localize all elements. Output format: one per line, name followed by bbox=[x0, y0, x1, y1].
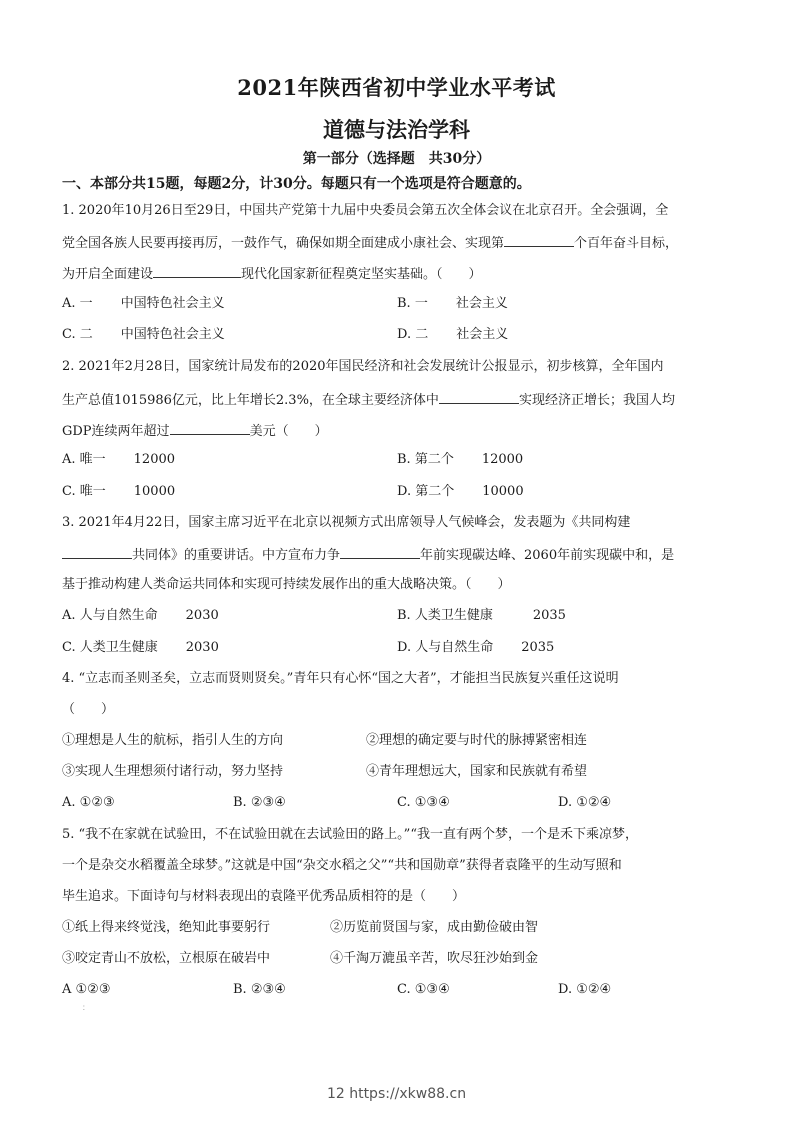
statement-3: ③实现人生理想须付诸行动，努力坚持 bbox=[62, 764, 284, 779]
statement-1: ①理想是人生的航标，指引人生的方向 bbox=[62, 733, 284, 748]
option-a[interactable]: A. 一 中国特色社会主义 bbox=[62, 296, 225, 311]
question-text: 基于推动构建人类命运共同体和实现可持续发展作出的重大战略决策。（ ） bbox=[62, 577, 511, 592]
answer-blank bbox=[62, 546, 132, 559]
question-text: 为开启全面建设 现代化国家新征程奠定坚实基础。（ ） bbox=[62, 267, 482, 282]
option-c[interactable]: C. 唯一 10000 bbox=[62, 484, 176, 499]
question-text: 一个是杂交水稻覆盖全球梦。”这就是中国“杂交水稻之父”“共和国勋章”获得者袁隆平的生动写照和 bbox=[62, 858, 622, 873]
option-a[interactable]: A. ①②③ bbox=[62, 795, 115, 810]
question-text: 共同体》的重要讲话。中方宣布力争 年前实现碳达峰、2060年前实现碳中和，是 bbox=[62, 546, 674, 564]
question-text: （ ） bbox=[62, 702, 115, 717]
statement-2: ②历览前贤国与家，成由勤俭破由智 bbox=[330, 920, 539, 935]
question-text: 2. 2021年2月28日，国家统计局发布的2020年国民经济和社会发展统计公报显示，初步核算，全年国内 bbox=[62, 359, 664, 374]
option-d[interactable]: D. ①②④ bbox=[558, 795, 612, 810]
option-b[interactable]: B. ②③④ bbox=[233, 795, 286, 810]
option-a[interactable]: A. 人与自然生命 2030 bbox=[62, 608, 219, 623]
option-d[interactable]: D. 二 社会主义 bbox=[397, 327, 509, 342]
subject-title: 道德与法治学科 bbox=[323, 117, 470, 142]
option-b[interactable]: B. 一 社会主义 bbox=[397, 296, 508, 311]
option-d[interactable]: D. ①②④ bbox=[558, 982, 612, 997]
statement-3: ③咬定青山不放松，立根原在破岩中 bbox=[62, 951, 271, 966]
question-text: 5. “我不在家就在试验田，不在试验田就在去试验田的路上。”“我一直有两个梦，一个是禾下乘凉梦， bbox=[62, 827, 638, 842]
section-instruction: 一、本部分共15题，每题2分，计30分。每题只有一个选项是符合题意的。 bbox=[62, 176, 531, 192]
question-text: 3. 2021年4月22日，国家主席习近平在北京以视频方式出席领导人气候峰会，发表题为《共同构建 bbox=[62, 515, 631, 530]
option-b[interactable]: B. 人类卫生健康 2035 bbox=[397, 608, 566, 623]
question-text: 生产总值1015986亿元，比上年增长2.3%，在全球主要经济体中 实现经济正增长；我国人均 bbox=[62, 393, 675, 408]
question-text: 4. “立志而圣则圣矣，立志而贤则贤矣。”青年只有心怀“国之大者”，才能担当民族复兴重任这说明 bbox=[62, 671, 619, 686]
question-text: 毕生追求。下面诗句与材料表现出的袁隆平优秀品质相符的是（ ） bbox=[62, 889, 466, 904]
exam-title: 2021年陕西省初中学业水平考试 bbox=[237, 75, 556, 100]
statement-1: ①纸上得来终觉浅，绝知此事要躬行 bbox=[62, 920, 271, 935]
option-c[interactable]: C. ①③④ bbox=[397, 982, 450, 997]
answer-blank bbox=[439, 391, 519, 404]
question-text: 1. 2020年10月26日至29日，中国共产党第十九届中央委员会第五次全体会议在北京召开。全会强调，全 bbox=[62, 203, 669, 218]
question-text: 党全国各族人民要再接再厉，一鼓作气，确保如期全面建成小康社会、实现第 个百年奋斗目标， bbox=[62, 236, 679, 251]
page-footer: 12 https://xkw88.cn bbox=[326, 1086, 467, 1102]
option-d[interactable]: D. 人与自然生命 2035 bbox=[397, 640, 555, 655]
option-d[interactable]: D. 第二个 10000 bbox=[397, 484, 524, 499]
option-b[interactable]: B. 第二个 12000 bbox=[397, 452, 524, 467]
option-c[interactable]: C. ①③④ bbox=[397, 795, 450, 810]
answer-blank bbox=[170, 422, 250, 435]
option-c[interactable]: C. 人类卫生健康 2030 bbox=[62, 640, 219, 655]
statement-2: ②理想的确定要与时代的脉搏紧密相连 bbox=[366, 733, 588, 748]
option-c[interactable]: C. 二 中国特色社会主义 bbox=[62, 327, 225, 342]
question-text: GDP连续两年超过 美元（ ） bbox=[62, 424, 328, 439]
option-a[interactable]: A ①②③ bbox=[62, 982, 111, 997]
statement-4: ④青年理想远大，国家和民族就有希望 bbox=[366, 764, 588, 779]
answer-blank bbox=[153, 265, 241, 278]
answer-blank bbox=[340, 546, 420, 559]
part-heading: 第一部分（选择题 共30分） bbox=[302, 151, 491, 167]
answer-blank bbox=[504, 234, 574, 247]
option-a[interactable]: A. 唯一 12000 bbox=[62, 452, 176, 467]
statement-4: ④千淘万漉虽辛苦，吹尽狂沙始到金 bbox=[330, 951, 539, 966]
stray-mark: ： bbox=[82, 1003, 90, 1012]
option-b[interactable]: B. ②③④ bbox=[233, 982, 286, 997]
